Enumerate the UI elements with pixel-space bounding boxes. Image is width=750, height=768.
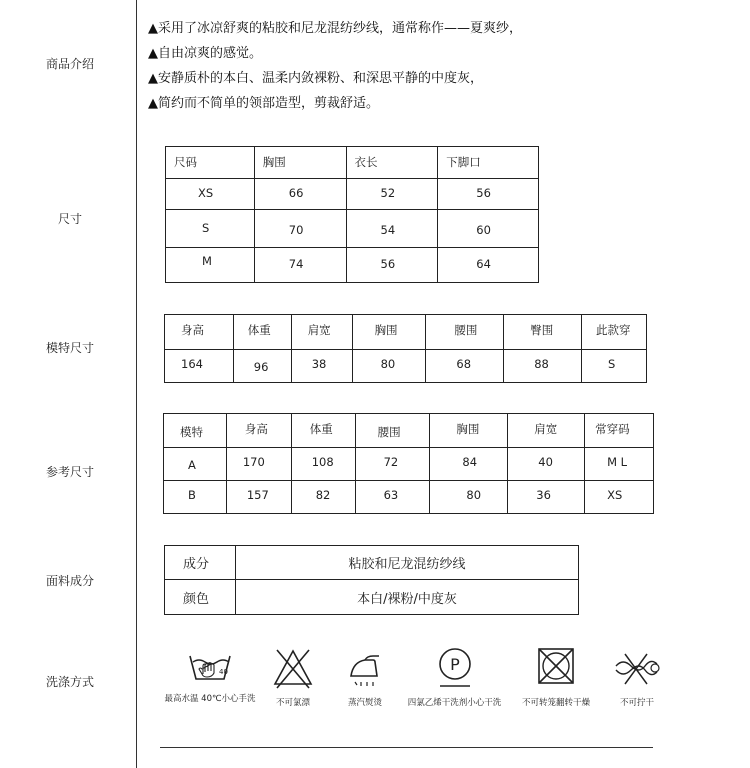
table-cell: 96 (233, 350, 291, 383)
table-cell: 74 (254, 248, 346, 283)
dry-clean-p-icon (433, 646, 477, 690)
table-cell: 54 (346, 210, 438, 248)
table-cell: 64 (438, 248, 539, 283)
table-cell: 88 (504, 350, 582, 383)
table-cell: 84 (430, 448, 508, 481)
care-label: 最高水温 40℃小心手洗 (164, 694, 256, 704)
header-cell: 身高 (226, 414, 291, 448)
fabric-table (164, 545, 579, 615)
care-item (606, 646, 668, 708)
table-header-row (164, 414, 654, 448)
care-label: 不可转笼翻转干燥 (521, 698, 590, 708)
header-cell: 胸围 (352, 315, 426, 350)
steam-iron-icon (343, 646, 387, 690)
temperature-label: 40 (219, 668, 228, 676)
header-cell: 下脚口 (438, 147, 539, 179)
table-cell: S (582, 350, 647, 383)
product-intro (148, 16, 522, 116)
table-cell: 82 (291, 481, 355, 514)
table-cell: M (166, 248, 255, 283)
header-cell: 臀围 (504, 315, 582, 350)
table-cell: 72 (355, 448, 430, 481)
table-cell: 52 (346, 179, 438, 210)
table-row (165, 580, 579, 615)
intro-line: ▲安静质朴的本白、温柔内敛裸粉、和深思平静的中度灰， (148, 71, 483, 86)
header-cell: 身高 (165, 315, 234, 350)
table-cell: 80 (352, 350, 426, 383)
table-row (166, 248, 539, 283)
table-cell: 68 (426, 350, 504, 383)
header-cell: 腰围 (355, 414, 430, 448)
dry-clean-letter: P (449, 655, 460, 674)
header-cell: 衣长 (346, 147, 438, 179)
care-item (392, 646, 517, 708)
table-row (164, 481, 654, 514)
table-cell: 164 (165, 350, 234, 383)
table-cell: 56 (346, 248, 438, 283)
care-label: 不可拧干 (619, 698, 654, 708)
table-cell: S (166, 210, 255, 248)
table-cell: 40 (508, 448, 585, 481)
table-cell: XS (166, 179, 255, 210)
header-cell: 肩宽 (508, 414, 585, 448)
table-row (166, 179, 539, 210)
section-label-intro: 商品介绍 (45, 57, 94, 71)
table-cell: B (164, 481, 227, 514)
care-label: 不可氯漂 (275, 698, 310, 708)
table-cell: 70 (254, 210, 346, 248)
section-label-model-size: 模特尺寸 (45, 341, 94, 355)
no-tumble-dry-icon (534, 646, 578, 690)
no-bleach-icon (271, 646, 315, 690)
table-cell: XS (585, 481, 654, 514)
care-item (512, 646, 600, 708)
hand-wash-icon (185, 646, 235, 686)
table-cell: 170 (226, 448, 291, 481)
table-cell: 80 (430, 481, 508, 514)
table-cell: 63 (355, 481, 430, 514)
table-cell: 成分 (165, 546, 236, 580)
reference-size-table (163, 413, 654, 514)
section-label-care: 洗涤方式 (45, 675, 94, 689)
care-item (263, 646, 323, 708)
table-header-row (165, 315, 647, 350)
table-row (164, 448, 654, 481)
header-cell: 尺码 (166, 147, 255, 179)
table-row (165, 350, 647, 383)
table-cell: 38 (291, 350, 352, 383)
table-cell: 60 (438, 210, 539, 248)
table-cell: A (164, 448, 227, 481)
header-cell: 模特 (164, 414, 227, 448)
intro-line: ▲简约而不简单的领部造型，剪裁舒适。 (148, 96, 379, 111)
header-cell: 肩宽 (291, 315, 352, 350)
header-cell: 胸围 (254, 147, 346, 179)
table-cell: 108 (291, 448, 355, 481)
header-cell: 体重 (233, 315, 291, 350)
table-cell: 157 (226, 481, 291, 514)
table-row (165, 546, 579, 580)
section-label-reference-size: 参考尺寸 (45, 465, 94, 479)
header-cell: 胸围 (430, 414, 508, 448)
bottom-divider (160, 747, 653, 748)
table-cell: 颜色 (165, 580, 236, 615)
no-wring-icon (613, 646, 661, 690)
section-label-size: 尺寸 (57, 212, 82, 226)
table-header-row (166, 147, 539, 179)
header-cell: 此款穿 (582, 315, 647, 350)
table-cell: M L (585, 448, 654, 481)
table-cell: 56 (438, 179, 539, 210)
table-cell: 粘胶和尼龙混纺纱线 (235, 546, 578, 580)
header-cell: 常穿码 (585, 414, 654, 448)
table-cell: 66 (254, 179, 346, 210)
table-cell: 36 (508, 481, 585, 514)
divider-vertical (136, 0, 137, 768)
care-item (155, 646, 265, 704)
intro-line: ▲采用了冰凉舒爽的粘胶和尼龙混纺纱线，通常称作——夏爽纱， (148, 21, 522, 36)
section-label-fabric: 面料成分 (45, 574, 94, 588)
header-cell: 体重 (291, 414, 355, 448)
size-table (165, 146, 539, 283)
intro-line: ▲自由凉爽的感觉。 (148, 46, 262, 61)
table-row (166, 210, 539, 248)
care-label: 蒸汽熨烫 (347, 698, 382, 708)
care-label: 四氯乙烯干洗剂小心干洗 (407, 698, 502, 708)
table-cell: 本白/裸粉/中度灰 (235, 580, 578, 615)
header-cell: 腰围 (426, 315, 504, 350)
care-item (335, 646, 395, 708)
model-size-table (164, 314, 647, 383)
